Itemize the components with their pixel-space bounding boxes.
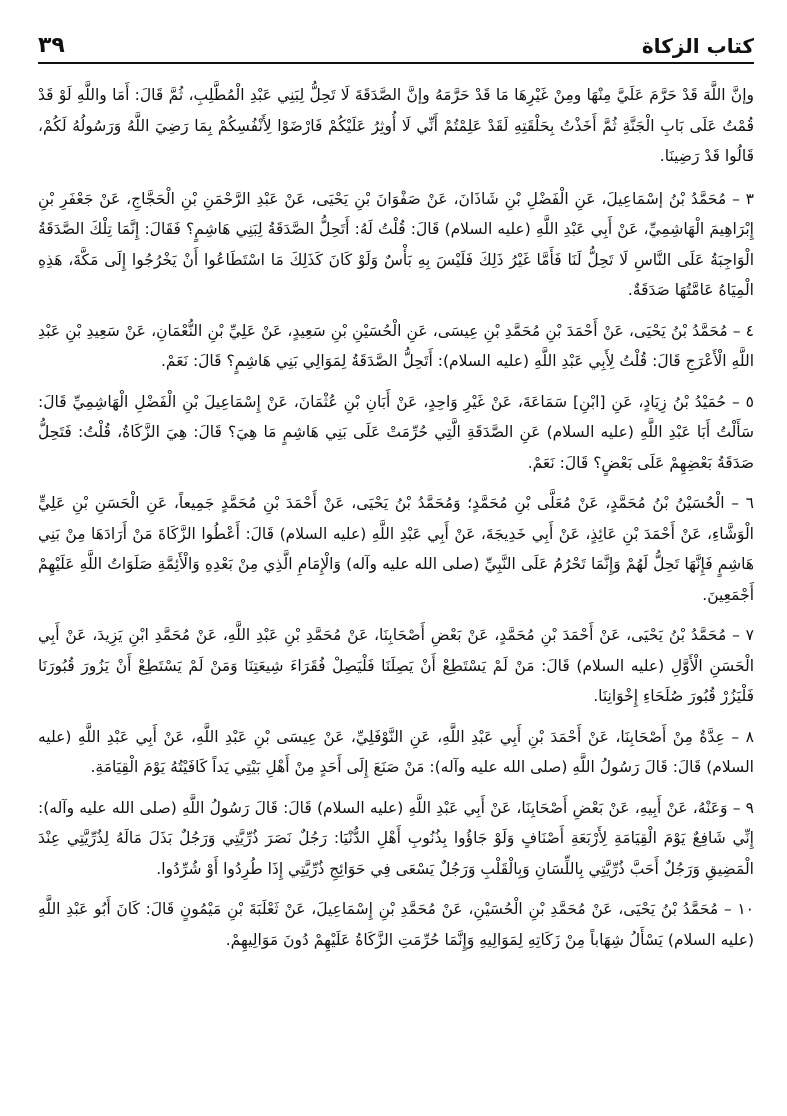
hadith-6: ٦ – الْحُسَيْنُ بْنُ مُحَمَّدٍ، عَنْ مُعَلَّى بْنِ مُحَمَّدٍ؛ وَمُحَمَّدُ بْنُ يَحْيَى، عَنْ أَحْمَدَ بْنِ مُحَمَّدٍ جَمِيعاً، عَنِ الْحَسَنِ بْنِ عَلِيٍّ الْوَشَّاءِ، عَنْ أَحْمَدَ بْنِ عَائِذٍ، عَنْ أَبِي خَدِيجَةَ، عَنْ أَبِي عَبْدِ اللَّهِ (عليه السلام) قَالَ: أَعْطُوا الزَّكَاةَ مَنْ أَرَادَهَا مِنْ بَنِي هَاشِمٍ فَإِنَّهَا تَحِلُّ لَهُمْ وَإِنَّمَا تَحْرُمُ عَلَى النَّبِيِّ (صلى الله عليه وآله) وَالْإِمَامِ الَّذِي مِنْ بَعْدِهِ وَالْأَئِمَّةِ صَلَوَاتُ اللَّهِ عَلَيْهِمْ أَجْمَعِينَ. [38, 494, 754, 604]
hadith-4: ٤ – مُحَمَّدُ بْنُ يَحْيَى، عَنْ أَحْمَدَ بْنِ مُحَمَّدِ بْنِ عِيسَى، عَنِ الْحُسَيْنِ بْنِ سَعِيدٍ، عَنْ عَلِيِّ بْنِ النُّعْمَانِ، عَنْ سَعِيدِ بْنِ عَبْدِ اللَّهِ الْأَعْرَجِ قَالَ: قُلْتُ لِأَبِي عَبْدِ اللَّهِ (عليه السلام): أَتَحِلُّ الصَّدَقَةُ لِمَوَالِي بَنِي هَاشِمٍ؟ قَالَ: نَعَمْ. [38, 321, 754, 370]
hadith-7: ٧ – مُحَمَّدُ بْنُ يَحْيَى، عَنْ أَحْمَدَ بْنِ مُحَمَّدٍ، عَنْ بَعْضِ أَصْحَابِنَا، عَنْ مُحَمَّدِ بْنِ عَبْدِ اللَّهِ، عَنْ مُحَمَّدِ ابْنِ يَزِيدَ، عَنْ أَبِي الْحَسَنِ الْأَوَّلِ (عليه السلام) قَالَ: مَنْ لَمْ يَسْتَطِعْ أَنْ يَصِلَنَا فَلْيَصِلْ فُقَرَاءَ شِيعَتِنَا وَمَنْ لَمْ يَسْتَطِعْ أَنْ يَزُورَ قُبُورَنَا فَلْيَزُرْ قُبُورَ صُلَحَاءِ إِخْوَانِنَا. [38, 626, 754, 705]
page-number: ٣٩ [38, 33, 65, 58]
chapter-title: كتاب الزكاة [641, 34, 754, 58]
paragraph-continuation: وإنَّ اللَّهَ قَدْ حَرَّمَ عَلَيَّ مِنْهَا ومِنْ غَيْرِهَا مَا قَدْ حَرَّمَهُ وإنَّ الصَّدَقَةَ لَا تَحِلُّ لِبَنِي عَبْدِ الْمُطَّلِبِ، ثُمَّ قَالَ: أَمَا واللَّهِ لَوْ قَدْ قُمْتُ عَلَى بَابِ الْجَنَّةِ ثُمَّ أَخَذْتُ بِحَلْقَتِهِ لَقَدْ عَلِمْتُمْ أَنِّي لَا أُوثِرُ عَلَيْكُمْ فَارْضَوْا لِأَنْفُسِكُمْ بِمَا رَضِيَ اللَّهُ وَرَسُولُهُ لَكُمْ، قَالُوا قَدْ رَضِينَا. [38, 86, 754, 165]
hadith-5: ٥ – حُمَيْدُ بْنُ زِيَادٍ، عَنِ [ابْنِ] سَمَاعَةَ، عَنْ غَيْرِ وَاحِدٍ، عَنْ أَبَانِ بْنِ عُثْمَانَ، عَنْ إِسْمَاعِيلَ بْنِ الْفَضْلِ الْهَاشِمِيِّ قَالَ: سَأَلْتُ أَبَا عَبْدِ اللَّهِ (عليه السلام) عَنِ الصَّدَقَةِ الَّتِي حُرِّمَتْ عَلَى بَنِي هَاشِمٍ مَا هِيَ؟ قَالَ: هِيَ الزَّكَاةُ، قُلْتُ: فَتَحِلُّ صَدَقَةُ بَعْضِهِمْ عَلَى بَعْضٍ؟ قَالَ: نَعَمْ. [38, 392, 754, 472]
page-header [38, 22, 754, 64]
hadith-10: ١٠ – مُحَمَّدُ بْنُ يَحْيَى، عَنْ مُحَمَّدِ بْنِ الْحُسَيْنِ، عَنْ مُحَمَّدِ بْنِ إِسْمَاعِيلَ، عَنْ ثَعْلَبَةَ بْنِ مَيْمُونٍ قَالَ: كَانَ أَبُو عَبْدِ اللَّهِ (عليه السلام) يَسْأَلُ شِهَاباً مِنْ زَكَاتِهِ لِمَوَالِيهِ وَإِنَّمَا حُرِّمَتِ الزَّكَاةُ عَلَيْهِمْ دُونَ مَوَالِيهِمْ. [38, 900, 754, 949]
hadith-8: ٨ – عِدَّةٌ مِنْ أَصْحَابِنَا، عَنْ أَحْمَدَ بْنِ أَبِي عَبْدِ اللَّهِ، عَنِ النَّوْفَلِيِّ، عَنْ عِيسَى بْنِ عَبْدِ اللَّهِ، عَنْ أَبِي عَبْدِ اللَّهِ (عليه السلام) قَالَ: قَالَ رَسُولُ اللَّهِ (صلى الله عليه وآله): مَنْ صَنَعَ إِلَى أَحَدٍ مِنْ أَهْلِ بَيْتِي يَداً كَافَيْتُهُ يَوْمَ الْقِيَامَةِ. [38, 727, 754, 776]
page-body [38, 80, 754, 955]
book-page [38, 22, 754, 1102]
hadith-9: ٩ – وَعَنْهُ، عَنْ أَبِيهِ، عَنْ بَعْضِ أَصْحَابِنَا، عَنْ أَبِي عَبْدِ اللَّهِ (عليه السلام) قَالَ: قَالَ رَسُولُ اللَّهِ (صلى الله عليه وآله): إِنِّي شَافِعٌ يَوْمَ الْقِيَامَةِ لِأَرْبَعَةِ أَصْنَافٍ وَلَوْ جَاؤُوا بِذُنُوبِ أَهْلِ الدُّنْيَا: رَجُلٌ نَصَرَ ذُرِّيَّتِي وَرَجُلٌ بَذَلَ مَالَهُ لِذُرِّيَّتِي عِنْدَ الْمَضِيقِ وَرَجُلٌ أَحَبَّ ذُرِّيَّتِي بِاللِّسَانِ وَبِالْقَلْبِ وَرَجُلٌ يَسْعَى فِي حَوَائِجِ ذُرِّيَّتِي إِذَا طُرِدُوا أَوْ شُرِّدُوا. [38, 798, 754, 878]
hadith-3: ٣ – مُحَمَّدُ بْنُ إسْمَاعِيلَ، عَنِ الْفَضْلِ بْنِ شَاذَانَ، عَنْ صَفْوَانَ بْنِ يَحْيَى، عَنْ عَبْدِ الرَّحْمَنِ بْنِ الْحَجَّاجِ، عَنْ جَعْفَرِ بْنِ إِبْرَاهِيمَ الْهَاشِمِيِّ، عَنْ أَبِي عَبْدِ اللَّهِ (عليه السلام) قَالَ: قُلْتُ لَهُ: أَتَحِلُّ الصَّدَقَةُ لِبَنِي هَاشِمٍ؟ فَقَالَ: إِنَّمَا تِلْكَ الصَّدَقَةُ الْوَاجِبَةُ عَلَى النَّاسِ لَا تَحِلُّ لَنَا فَأَمَّا غَيْرُ ذَلِكَ فَلَيْسَ بِهِ بَأْسٌ وَلَوْ كَانَ كَذَلِكَ مَا اسْتَطَاعُوا أَنْ يَخْرُجُوا إِلَى مَكَّةَ، هَذِهِ الْمِيَاهُ عَامَّتُهَا صَدَقَةٌ. [38, 189, 754, 299]
